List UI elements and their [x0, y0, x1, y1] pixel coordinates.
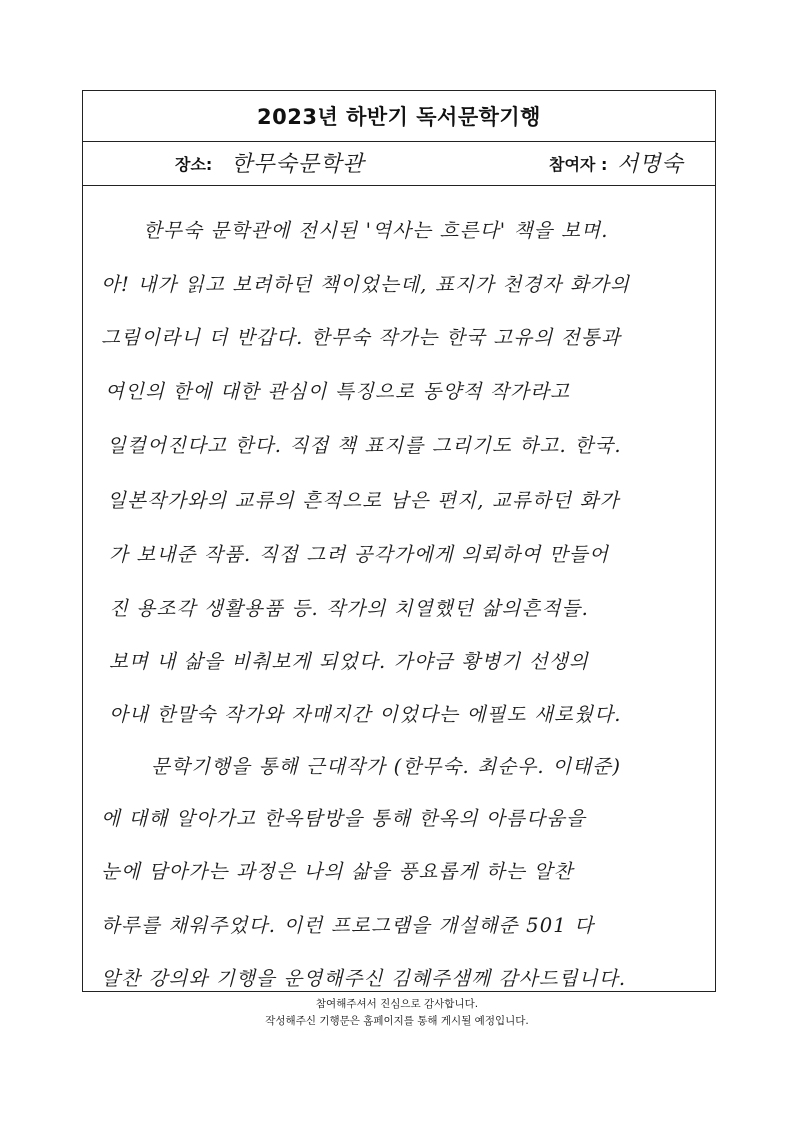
report-form: [82, 90, 716, 992]
essay-line: 눈에 담아가는 과정은 나의 삶을 풍요롭게 하는 알찬: [101, 860, 574, 883]
essay-line: 아! 내가 읽고 보려하던 책이었는데, 표지가 천경자 화가의: [101, 273, 631, 296]
essay-line: 보며 내 삶을 비춰보게 되었다. 가야금 황병기 선생의: [109, 650, 589, 673]
footer-notice: 작성해주신 기행문은 홈페이지를 통해 게시될 예정입니다.: [265, 1015, 529, 1027]
footer-thanks: 참여해주셔서 진심으로 감사합니다.: [315, 998, 479, 1010]
essay-line: 한무숙 문학관에 전시된 '역사는 흐른다' 책을 보며.: [143, 219, 609, 242]
essay-line: 그림이라니 더 반갑다. 한무숙 작가는 한국 고유의 전통과: [101, 326, 622, 349]
participant-label: 참여자 :: [549, 155, 608, 174]
essay-line: 문학기행을 통해 근대작가 (한무숙. 최순우. 이태준): [151, 755, 622, 778]
essay-line: 하루를 채워주었다. 이런 프로그램을 개설해준 501 다: [101, 914, 595, 937]
essay-line: 여인의 한에 대한 관심이 특징으로 동양적 작가라고: [105, 380, 571, 403]
essay-line: 아내 한말숙 작가와 자매지간 이었다는 에필도 새로웠다.: [109, 703, 622, 726]
participant-value: 서명숙: [617, 152, 684, 177]
essay-line: 에 대해 알아가고 한옥탐방을 통해 한옥의 아름다움을: [101, 807, 587, 830]
place-label: 장소:: [175, 155, 213, 174]
meta-row: [83, 141, 715, 186]
place-value: 한무숙문학관: [231, 152, 365, 177]
essay-line: 알찬 강의와 기행을 운영해주신 김혜주샘께 감사드립니다.: [101, 967, 627, 990]
essay-line: 일컬어진다고 한다. 직접 책 표지를 그리기도 하고. 한국.: [107, 434, 622, 457]
essay-line: 일본작가와의 교류의 흔적으로 남은 편지, 교류하던 화가: [107, 489, 620, 512]
essay-line: 가 보내준 작품. 직접 그려 공각가에게 의뢰하여 만들어: [109, 543, 610, 566]
title-row: [83, 91, 715, 142]
essay-line: 진 용조각 생활용품 등. 작가의 치열했던 삶의흔적들.: [109, 597, 589, 620]
page-title: 2023년 하반기 독서문학기행: [257, 105, 541, 129]
